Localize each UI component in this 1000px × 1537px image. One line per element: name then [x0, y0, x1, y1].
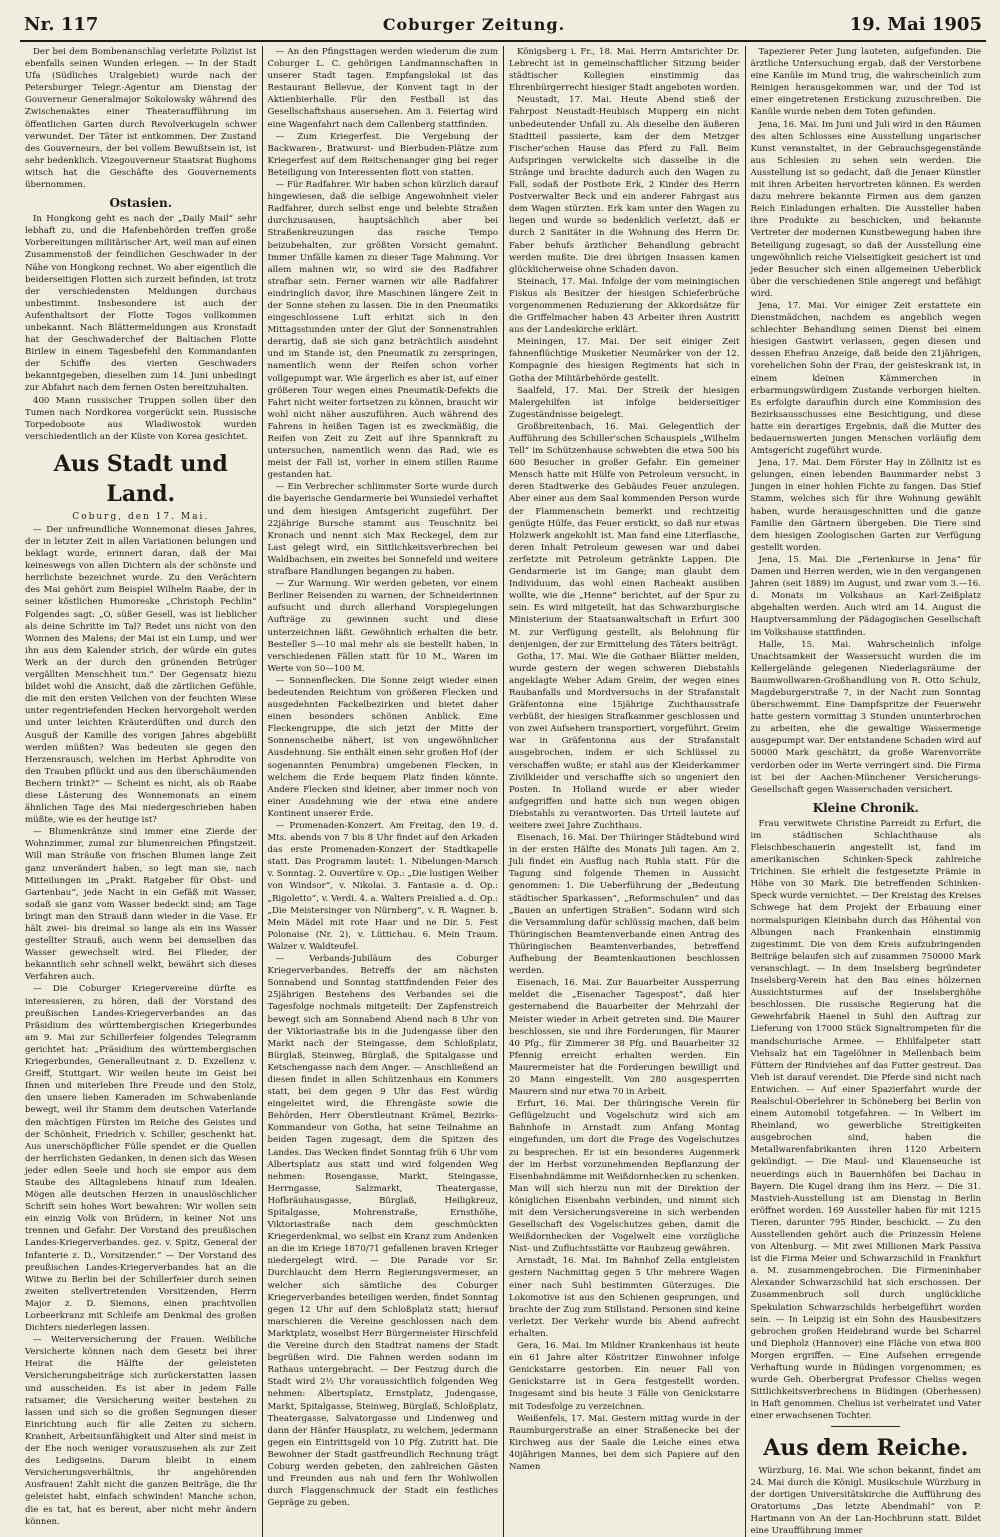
article-grossbreitenbach: Großbreitenbach, 16. Mai. Gelegentlich der Aufführung des Schiller'schen Schauspiels „Wilhelm Tell“ im Schützenhause schwebten die etwa 500 bis 600 Besucher in großer Gefahr. Ein gemeiner Mensch hatte mit Hülfe von Petroleum versucht, in deren Stadtwerke des Gebäudes Feuer anzulegen. Aber einer aus dem Saal kommenden Person wurde der Flammenschein bemerkt und rechtzeitig genügte Hülfe, das Feuer erstickt, so daß nur etwas Holzwerk angekohlt ist. Man fand eine Literflasche, deren Inhalt Petroleum gewesen war und dabei zerfetzte mit Petroleum getränkte Lappen. Die Gendarmerie ist im Gange; man glaubt dem Individuum, das wohl einen Racheakt ausüben wollte, wie die „Henne“ berichtet, auf der Spur zu sein. Es wird mitgeteilt, hat das Schwarzburgische Ministerium der Staatsanwaltschaft in Erfurt 300 M. zur Verfügung gestellt, als Belohnung für denjenigen, der zur Ermittelung des Täters beiträgt.	[509, 421, 740, 651]
article-arnstadt: Arnstadt, 16. Mai. Im Bahnhof Zella entgleisten gestern Nachmittag gegen 5 Uhr mehrere Wagen einer nach Suhl bestimmten Güterzuges. Die Lokomotive ist aus den Schienen gesprungen, und brachte der Zug zum Stillstand. Personen sind keine verletzt. Der Verkehr wurde bis Abend aufrecht erhalten.	[509, 1255, 740, 1340]
article-warnung: — Zur Warnung. Wir werden gebeten, vor einem Berliner Reisenden zu warnen, der Schneiderinnen aufsucht und durch allerhand Vorspiegelungen Aufträge zu gewinnen sucht und diese unterzeichnen läßt. Gewöhnlich erhalten die betr. Besteller 5—10 mal mehr als sie bestellt haben, in verschiedenen Fällen statt für 10 M., Waren im Werte von 50—100 M.	[268, 578, 499, 675]
article-pfingsttage: — An den Pfingsttagen werden wiederum die zum Coburger L. C. gehörigen Landmannschaften in unserer Stadt tagen. Empfangslokal ist das Restaurant Bellevue, der Konvent tagt in der Aktienbierhalle. Für den Festball ist das Gesellschaftshaus ausersehen. Am 3. Feiertag wird eine Wagenfahrt nach dem Callenberg stattfinden.	[268, 46, 499, 131]
column-3	[503, 46, 745, 1537]
article-verbrecher: — Ein Verbrecher schlimmster Sorte wurde durch die bayerische Gendarmerie bei Wunsiedel verhaftet und dem hiesigen Amtsgericht zugeführt. Der 22jährige Bursche stammt aus Teuschnitz bei Kronach und nennt sich Max Reckegel, dem zur Last gelegt wird, ein Sittlichkeitsverbrechen bei Waldbachsen, ein zweites bei Sonnefeld und weitere strafbare Handlungen begangen zu haben.	[268, 481, 499, 578]
article-eisenach-staedtebund: Eisenach, 16. Mai. Der Thüringer Städtebund wird in der ersten Hälfte des Monats Juli tagen. Am 2. Juli findet ein Ausflug nach Ruhla statt. Für die Tagung sind folgende Themen in Aussicht genommen: 1. Die Ueberführung der „Bedeutung städtischer Sparkassen“, „Reformschulen“ und das „Bauen an unfertigen Straßen“. Sodann wird sich die Versammlung dafür schlüssig machen, daß beim Thüringischen Beamtenverbande einen Antrag des Thüringischen Beamtenverbandes, betreffend Aufhebung der Beamtenkautionen beschlossen werden.	[509, 832, 740, 977]
column-4	[745, 46, 987, 1537]
article-erfurt: Erfurt, 16. Mai. Der thüringische Verein für Geflügelzucht und Vogelschutz wird sich am Bahnhofe in Arnstadt zum Anfang Montag eingefunden, um dort die Frage des Vogelschutzes zu besprechen. Er ist ein besonderes Augenmerk der im Herbst vorzunehmenden Bepflanzung der Eisenbahndämme mit Weißdornhecken zu schenken. Man will sich hierzu nun mit der Direktion der königlichen Eisenbahn verbinden, und nimmt sich mit dem Versicherungsvereine in sich werbenden Gesellschaft des Vogelschutzes geben, damit die Weißdornhecken der Vogelwelt eine vorzügliche Nist- und Zufluchtsstätte vor Raubzeug gewähren.	[509, 1098, 740, 1255]
section-heading-stadt-land: Aus Stadt und Land.	[25, 449, 257, 509]
article-neustadt: Neustadt, 17. Mai. Heute Abend stieß der Fahrpost Neustadt-Heubisch Mupperg ein nicht unbedeutender Unfall zu. Als dieselbe den äußeren Stadtteil passierte, kam der dem Metzger Fischer'schen Hause das Pferd zu Fall. Beim Aufspringen verwickelte sich dasselbe in die Stränge und brachte dadurch auch den Wagen zu Fall, sodaß der Postbote Erk, 2 Kinder des Herrn Postverwalter Beck und ein anderer Fahrgast aus dem Wagen stürzten. Erk kam unter den Wagen zu liegen und wurde so bedenklich verletzt, daß er durch 2 Sanitäter in die Wohnung des Herrn Dr. Faber behufs ärztlicher Behandlung gebracht werden mußte. Die drei übrigen Insassen kamen glücklicherweise ohne Schaden davon.	[509, 94, 740, 275]
article-blumenkraenze: — Blumenkränze sind immer eine Zierde der Wohnzimmer, zumal zur blumenreichen Pfingstzeit. Will man Sträuße von frischen Blumen lange Zeit ganz unverändert haben, so legt man sie, nach Mitteilungen im „Prakt. Ratgeber für Obst- und Gartenbau“, jede Nacht in ein Gefäß mit Wasser, sodaß sie ganz vom Wasser bedeckt sind; am Tage bringt man den Strauß dann wieder in die Vase. Er hält zwei- bis dreimal so lange als ein ins Wasser gestellter Strauß, auch wenn bei demselben das Wasser gewechselt wird. Bei Flieder, der bekanntlich sehr schnell welkt, bewährt sich dieses Verfahren auch.	[25, 826, 257, 983]
article-kriegerfest: — Zum Kriegerfest. Die Vergebung der Backwaren-, Bratwurst- und Bierbuden-Plätze zum Kriegerfest auf dem Reitschenanger ging bei reger Beteiligung von Interessenten flott von statten.	[268, 131, 499, 179]
article-verbandsjubilaeum: — Verbands-Jubiläum des Coburger Kriegerverbandes. Betreffs der am nächsten Sonnabend und Sonntag stattfindenden Feier des 25jährigen Bestehens des Verbandes sei die Tagesfolge nochmals mitgeteilt: Der Zapfenstreich bewegt sich am Sonnabend Abend nach 8 Uhr von der Viktoriastraße bis in die Judengasse über den Markt nach der Steingasse, dem Schloßplatz, Bürglaß, Steinweg, Bürglaß, die Spitalgasse und Ketschengasse nach dem Anger. — Anschließend an diesen findet in allen Schützenhaus ein Kommers statt, bei dem gegen 9 Uhr das Fest würdig eingeleitet wird, die Ehrengäste sowie die Behörden, Herr Oberstleutnant Krämel, Bezirks-Kommandeur von Gotha, hat seine Teilnahme an beiden Tagen zugesagt, dem die Spitzen des Landes. Das Wecken findet Sonntag früh 6 Uhr vom Albertsplatz aus statt und wird folgenden Weg nehmen: Rosengasse, Markt, Steingasse, Herrngasse, Salzmarkt, Theatergasse, Hofbräuhausgasse, Bürglaß, Heiligkreuz, Spitalgasse, Mohrenstraße, Ernsthöhe, Viktoriastraße nach dem geschmückten Kriegerdenkmal, wo selbst ein Kranz zum Andenken an die im Kriege 1870/71 gefallenen braven Krieger niedergelegt wird. — Die Parade vor Sr. Durchlaucht dem Herrn Regierungsvermeser, an welcher sich sämtliche des Coburger Kriegerverbandes beteiligen werden, findet Sonntag gegen 12 Uhr auf dem Schloßplatz statt; hierauf marschieren die Vereine geschlossen nach dem Marktplatz, woselbst Herr Bürgermeister Hirschfeld die Vereine durch den Stadtrat namens der Stadt begrüßen wird. Die Fahnen werden sodann im Rathaus untergebracht. — Der Festzug durch die Stadt wird 2½ Uhr voraussichtlich folgenden Weg nehmen: Albertsplatz, Ernstplatz, Judengasse, Markt, Spitalgasse, Steinweg, Bürglaß, Schloßplatz, Theatergasse, Salvatorgasse und Lindenweg und dann der Hänfer Hausplatz, zu welchem, jedermann gegen ein Eintrittsgeld von 10 Pfg. Zutritt hat. Die Bewohner der Stadt gastfreundlich Rechnung trägt Coburg werden gebeten, den zahlreichen Gästen und Freunden aus nah und fern Ihr Wohlwollen durch Flaggenschmuck der Stadt ein festliches Gepräge zu geben.	[268, 953, 499, 1509]
article-wonnemonat: — Der unfreundliche Wonnemonat dieses Jahres, der in letzter Zeit in allen Variationen belungen und beklagt wurde, erinnert daran, daß der Mai keineswegs von allen Dichtern als der schönste und herrlichste bezeichnet wurde. Zu den Verächtern des Mai gehört zum Beispiel Wilhelm Raabe, der in seiner köstlichen Humoreske „Christoph Pechlin“ Folgendes sagt: „O, süßer Gesell, was ist lieblicher als deine Schritte im Tal? Redet uns nicht von den Wonnen des Malens; der Mai ist ein Lump, und wer ihn aus dem Kalender strich, der würde ein gutes Werk an der durch den grünenden Betrüger vergällten Menschheit tun.“ Der Gegensatz hiezu bildet wohl die Ansicht, daß die zärtlichen Gefühle, die mit den ersten Veilchen von der feuchten Wiese unter regentriefenden Hecken hervorgeholt werden und unter leichten Kräuterdüften und durch den Ausguß der Kamille des vorigen Jahres abgebüßt werden müßten? Was bedeuten sie gegen den Herzensrausch, welchen im Herbst Aphrodite von den Trauben pflückt und aus den überschäumenden Bechern trinkt?“ — Scheint es nicht, als ob Raabe diese Lästerung des Wonnemonats an einem ähnlichen Tage des Mai niedergeschrieben haben müßte, wie es der heutige ist?	[25, 524, 257, 826]
dateline-coburg: Coburg, den 17. Mai.	[25, 511, 257, 524]
article-jena-ferienkurse: Jena, 15. Mai. Die „Ferienkurse in Jena“ für Damen und Herren werden, wie in den vergangenen Jahren (seit 1889) im August, und zwar vom 3.—16. d. Monats im Volkshaus an Karl-Zeißplatz abgehalten werden. Auch wird am 14. August die Hauptversammlung der Pädagogischen Gesellschaft im Volkshause stattfinden.	[751, 554, 982, 639]
masthead	[20, 14, 986, 42]
issue-number: Nr. 117	[24, 14, 98, 35]
article-ufa: Der bei dem Bombenanschlag verletzte Polizist ist ebenfalls seinen Wunden erlegen. — In der Stadt Ufa (Südliches Uralgebiet) wurde nach der Petersburger Telegr.-Agentur am Dienstag der Gouverneur Generalmajor Sokolowsky während des Zwischenaktes einer Theateraufführung im öffentlichen Garten durch Revolverkugeln schwer verwundet. Der Täter ist entkommen. Der Zustand des Gouverneurs, der bei vollem Bewußtsein ist, ist sehr bedenklich. Vizegouverneur Staatsrat Bughoms witsch hat die Geschäfte des Gouvernements übernommen.	[25, 46, 257, 191]
article-weissenfels: Weißenfels, 17. Mai. Gestern mittag wurde in der Raumburgerstraße an einer Straßenecke bei der Kirchweg aus der Saale die Leiche eines etwa 40jährigen Mannes, bei dem sich Papiere auf den Namen	[509, 1413, 740, 1473]
article-promenadenkonzert: — Promenaden-Konzert. Am Freitag, den 19. d. Mts. abends von 7 bis 8 Uhr findet auf den Arkaden das erste Promenaden-Konzert der Stadtkapelle statt. Das Programm lautet: 1. Nibelungen-Marsch v. Sonntag. 2. Ouvertüre v. Op.: „Die lustigen Weiber von Windsor“, v. Nikolai. 3. Fantasie a. d. Op.: „Rigoletto“, v. Verdi. 4. a. Walters Preislied a. d. Op.: „Die Meistersinger von Nürnberg“, v. R. Wagner. b. Mein Mädel mit rote Haar und ne Dir. 5. Fest Polonaise (Nr. 2), v. Lüttichau. 6. Mein Traum. Walzer v. Waldteufel.	[268, 820, 499, 953]
divider	[831, 1426, 900, 1427]
text-columns	[20, 46, 986, 1456]
article-jena-ausstellung: Jena, 16. Mai. Im Juni und Juli wird in den Räumen des alten Schlosses eine Ausstellung ungarischer Kunst veranstaltet, in der Gebrauchsgegenstände aus Schlesien zu sehen sein werden. Die Ausstellung ist so gedacht, daß die Jenaer Künstler mit ihren Arbeiten hervortreten können. Es werden dazu mehrere bekannte Firmen aus dem ganzen Reich Einladungen erhalten. Die Aussteller haben ihre Produkte zu beschicken, und bekannte Vertreter der modernen Kunstbewegung haben ihre Beteiligung zugesagt, so daß der Ausstellung eine ungewöhnlich reiche Vielseitigkeit gesichert ist und jeder Besucher sich einen allgemeinen Ueberblick über die verschiedenen Stile angeregt und befähigt wird.	[751, 119, 982, 300]
article-meiningen: Meiningen, 17. Mai. Der seit einiger Zeit fahnenflüchtige Musketier Neumärker von der 12. Kompagnie des hiesigen Regiments hat sich in Gotha der Militärbehörde gestellt.	[509, 336, 740, 384]
article-sonnenflecken: — Sonnenflecken. Die Sonne zeigt wieder einen bedeutenden Reichtum von größeren Flecken und ausgedehnten Fackelbezirken und bietet daher einen besonders schönen Anblick. Eine Fleckengruppe, die sich jetzt der Mitte der Sonnenscheibe nähert, ist von ungewöhnlicher Ausdehnung. Sie enthält einen sehr großen Hof (der sogenannten Penumbra) umgebenen Flecken, in welchem die Erde bequem Platz finden könnte. Andere Flecken sind kleiner, aber immer noch von einer Ausdehnung wie der etwa eine andere Kontinent unserer Erde.	[268, 675, 499, 820]
article-halle: Halle, 15. Mai. Wahrscheinlich infolge Unachtsamkeit der Wassersucht wurden die im Kellergelände gelegenen Niederlagsräume der Baumwollwaren-Großhandlung von R. Otto Schulz, Magdeburgerstraße 7, in der Nacht zum Sonntag überschwemmt. Eine Dampfspritze der Feuerwehr hatte gestern vormittag 3 Stunden ununterbrochen zu arbeiten, ehe die gewaltige Wassermenge ausgepumpt war. Der entstandene Schaden wird auf 50000 Mark geschätzt, da große Warenvorräte verdorben oder im Werte verringert sind. Die Firma ist bei der Aachen-Münchener Versicherungs-Gesellschaft gegen Wasserschaden versichert.	[751, 639, 982, 796]
section-heading-ostasien: Ostasien.	[25, 195, 257, 211]
section-heading-kleine-chronik: Kleine Chronik.	[751, 800, 982, 816]
article-wuerzburg: Würzburg, 16. Mai. Wie schon bekannt, findet am 24. Mai durch die Königl. Musikschule Würzburg in der dortigen Universitätskirche die Aufführung des Oratoriums „Das letzte Abendmahl“ von P. Hartmann von An der Lan-Hochbrunn statt. Bildet eine Uraufführung immer	[751, 1465, 982, 1537]
article-steinach: Steinach, 17. Mai. Infolge der vom meiningischen Fiskus als Besitzer der hiesigen Schieferbrüche vorgenommenen Reduzierung der Akkordsätze für die Griffelmacher haben 43 Arbeiter ihren Austritt aus der Landeskirche erklärt.	[509, 276, 740, 336]
issue-date: 19. Mai 1905	[850, 14, 982, 35]
section-heading-aus-dem-reiche: Aus dem Reiche.	[751, 1433, 982, 1463]
article-kleine-chronik: Frau verwitwete Christine Parreidt zu Erfurt, die im städtischen Schlachthause als Fleischbeschauerin angestellt ist, fand im amerikanischen Schinken-Speck zahlreiche Trichinen. Sie erhielt die festgesetzte Prämie in Höhe von 30 Mark. Die betreffenden Schinken-Speck wurde vernichtet. — Der Kreistag des Kreises Schwege hat dem Projekt der Erbauung einer normalspurigen Kleinbahn durch das Höhental von Albungen nach Frankenhain einstimmig zugestimmt. Die von dem Kreis aufzubringenden Beiträge belaufen sich auf zusammen 750000 Mark veranschlagt. — In dem Inselsberg begründeter Inselsberg-Verein hat den Bau eines hölzernen Aussichtsturmes auf der Inselsberghöhe beschlossen. Die russische Regierung hat die Gewehrfabrik Haenel in Suhl den Auftrag zur Lieferung von 17000 Stück Signaltrompeten für die mandschurische Armee. — Ehlilfalpeter statt Viehsalz hat ein Tagelöhner in Mellenbach beim Füttern der Rindviehes auf das Futter gestreut. Das Vieh ist darauf verendet. Die Pferde sind nicht nach Entwichen. — Auf einer Spazierfahrt wurde der Realschul-Oberlehrer in Schöneberg bei Berlin von einem Automobil totgefahren. — In Velbert im Rheinland, wo gewerbliche Streitigkeiten ausgebrochen sind, haben die Metallwarenfabrikanten ihren 1120 Arbeitern gekündigt. — Die Maul- und Klauenseuche ist neuerdings auch in Bauernhöfen bei Dachau in Bayern. Die Kugel drang ihm ins Herz. — Die 31. Mastvieh-Ausstellung ist am Dienstag in Berlin eröffnet worden. 169 Aussteller haben für mit 1215 Tieren, darunter 795 Rinder, beschickt. — Zu den Ausstellenden gehört auch die Prinzessin Helene von Altenburg. — Mit zwei Millionen Mark Passiva ist die Firma Meier und Schwarzschild in Frankfurt a. M. zusammengebrochen. Die Firmeninhaber Alexander Schwarzschild hat sich erschossen. Der Zusammenbruch soll durch unglückliche Spekulation Schwarzschilds herbeigeführt worden sein. — In Leipzig ist ein Sohn des Hausbesitzers gebrochen großen Heidebrand wurde bei Scharrel und Diepholz (Hannover) eine Fläche von etwa 800 Morgen ergriffen. — Eine Aufsehen erregende Verhaftung wurde in Büdingen vorgenommen; es wurde Geh. Oberbergrat Professor Cheliss wegen Sittlichkeitsverbrechens in Büdingen (Oberhessen) in Haft genommen. Chelius ist verheiratet und Vater einer erwachsenen Tochter.	[751, 818, 982, 1423]
article-saalfeld: Saalfeld, 17. Mai. Der Streik der hiesigen Malergehilfen ist infolge beiderseitiger Zugeständnisse beigelegt.	[509, 385, 740, 421]
article-hongkong: In Hongkong geht es nach der „Daily Mail“ sehr lebhaft zu, und die Hafenbehörden treffen große Vorbereitungen militärischer Art, weil man auf einen Zusammenstoß der feindlichen Geschwader in der Nähe von Hongkong rechnet. Wo aber eigentlich die beiderseitigen Flotten sich zurzeit befinden, ist trotz der verschiedensten Meldungen durchaus unbestimmt. Insbesondere ist auch der Aufenthaltsort der Flotte Togos vollkommen unbekannt. Nach Blättermeldungen aus Kronstadt hat der Geschwaderchef der Baltischen Flotte Birilew in einem Tagesbefehl den Kommandanten der Schiffe des vierten Geschwaders bekanntgegeben, dieselben zum 14. Juni unbedingt zur Abfahrt nach dem fernen Osten bereitzuhalten.	[25, 213, 257, 394]
column-2	[262, 46, 504, 1537]
article-jena-dienstmaedchen: Jena, 17. Mai. Vor einiger Zeit erstattete ein Dienstmädchen, nachdem es angeblich wegen schlechter Behandlung seinen Dienst bei einem hiesigen Gastwirt verlassen, gegen diesen und dessen Ehefrau Anzeige, daß beide den 21jährigen, vorehelichen Sohn der Frau, der geisteskrank ist, in einem kleinen Kämmerchen in erbarmungswürdigem Zustande verborgen hielten. Es erfolgte daraufhin durch eine Kommission des Bezirksausschusses eine Besichtigung, und diese hatte ein derartiges Ergebnis, daß die Mutter des bedauernswerten jungen Menschen vorläufig dem Amtsgericht zugeführt wurde.	[751, 300, 982, 457]
article-jena-baummarder: Jena, 17. Mai. Dem Förster Hay in Zöllnitz ist es gelungen, einen lebenden Baummarder nebst 3 Jungen in einer hohlen Fichte zu fangen. Das Stief Stamm, welches sich für ihre Wohnung gewählt haben, wurde herausgeschnitten und die ganze Familie den Gärtnern übergeben. Die Tiere sind dem hiesigen Zoologischen Garten zur Verfügung gestellt worden.	[751, 457, 982, 554]
article-weissenfels-cont: Tapezierer Peter Jung lauteten, aufgefunden. Die ärztliche Untersuchung ergab, daß der Verstorbene eine Kanüle im Mund trug, die wahrscheinlich zum Reinigen herausgekommen war, und der Tod ist einer eingetretenen Erstickung zuzuschreiben. Die Kanüle wurde neben dem Toten gefunden.	[751, 46, 982, 119]
article-eisenach-bauarbeiter: Eisenach, 16. Mai. Zur Bauarbeiter Aussperrung meldet die „Eisenacher Tagespost“, daß hier gesternabend die Bauarbeiter der Mehrzahl der Meister wieder in Arbeit getreten sind. Die Maurer beschlossen, sie und ihre Forderungen, für Maurer 40 Pfg., für Zimmerer 38 Pfg. und Bauarbeiter 32 Pfennig erreicht erhalten werden. Ein Maurermeister hat die Forderungen bewilligt und 20 Mann eingestellt. Von 280 ausgesperrten Maurern sind nur etwa 70 in Arbeit.	[509, 977, 740, 1098]
article-koenigsberg: Königsberg i. Fr., 18. Mai. Herrn Amtsrichter Dr. Lebrecht ist in gemeinschaftlicher Sitzung beider städtischer Kollegien einstimmig das Ehrenbürgerrecht hiesiger Stadt angeboten worden.	[509, 46, 740, 94]
column-1	[20, 46, 262, 1537]
article-weiterversicherung: — Weiterversicherung der Frauen. Weibliche Versicherte können nach dem Gesetz bei ihrer Heirat die Hälfte der geleisteten Versicherungsbeiträge sich zurückerstatten lassen und ausscheiden. Es ist aber in jedem Falle ratsamer, die Versicherung weiter bestehen zu lassen und sich so die großen Segnungen dieser Einrichtung auch für alle Zeiten zu sichern. Kranheit, Arbeitsunfähigkeit und Alter sind meist in der Ehe noch weniger vorauszusehen als zur Zeit des Ledigseins. Darum bleibt in einem Versicherungsverhältnis, ihr angehörenden Ausfrauen! Zahlt nicht die ganzen Beiträge, die Ihr geleistet habt, einfach schwinden! Manche schon, die es tat, hat es bereut, aber nicht mehr ändern können.	[25, 1334, 257, 1528]
article-gera: Gera, 16. Mai. Im Mildner Krankenhaus ist heute ein 61 Jahre alter Köstritzer Einwohner infolge Genickstarre gestorben. Ein neuer Fall von Genickstarre ist in Gera festgestellt worden. Insgesamt sind bis heute 3 Fälle von Genickstarre mit Todesfolge zu verzeichnen.	[509, 1340, 740, 1413]
article-tumen: 400 Mann russischer Truppen sollen über den Tumen nach Nordkorea vorgerückt sein. Russische Torpedoboote aus Wladiwostok wurden verschiedentlich an der Küste von Korea gesichtet.	[25, 395, 257, 443]
article-radfahrer: — Für Radfahrer. Wir haben schon kürzlich darauf hingewiesen, daß die selbige Angewohnheit vieler Radfahrer, durch selbst enge und belebte Straßen durchzusausen, hauptsächlich aber bei Straßenkreuzungen das rasche Tempo beizubehalten, zur größten Vorsicht gemahnt. Immer Unfälle kamen zu dieser Tage Mahnung. Vor allem mahnen wir, so wird sie des Radfahrer strafbar sein. Ferner warnen wir alle Radfahrer eindringlich davor, ihre Maschinen längere Zeit in der Sonne stehen zu lassen. Die in den Pneumatiks eingeschlossene Luft erhitzt sich in den Mittagsstunden unter der Glut der Sonnenstrahlen derartig, daß sie sich ganz beträchtlich ausdehnt und im Stande ist, den Pneumatik zu zerspringen, namentlich wenn der Reifen schon vorher vollgepumpt war. Wie ärgerlich es aber ist, auf einer größeren Tour wegen eines Pneumatik-Defekts die Fahrt nicht weiter fortsetzen zu können, braucht wir wohl nicht näher auszuführen. Auch während des Fahrens in heißen Tagen ist es zweckmäßig, die Reifen von Zeit zu Zeit auf ihre Spannkraft zu untersuchen, namentlich wenn das Rad, wie es meist der Fall ist, vorher in einem stillen Raume gestanden hat.	[268, 179, 499, 481]
article-gotha: Gotha, 17. Mai. Wie die Gothaer Blätter melden, wurde gestern der wegen schweren Diebstahls angeklagte Weber Adam Greim, der wegen eines Raubanfalls und Mordversuchs in der Strafanstalt Gräfentonna eine 15jährige Zuchthausstrafe verbüßt, der hiesigen Strafkammer geschlossen und von zwei Aufsehern transportiert, vorgeführt. Greim war in Gräfentonna aus der Strafanstalt ausgebrochen, indem er sich Schlüssel zu verschaffen wußte; er stahl aus der Kleiderkammer Zivilkleider und verschaffte sich so ungeniert den Posten. In Holland wurde er aber wieder aufgegriffen und hatte sich nun wegen obigen Diebstahls zu verantworten. Das Urteil lautete auf weitere zwei Jahre Zuchthaus.	[509, 651, 740, 832]
article-kriegervereine: — Die Coburger Kriegervereine dürfte es interessieren, zu hören, daß der Vorstand des preußischen Landes-Kriegerverbandes an das Präsidium des württembergischen Kriegerbundes am 9. Mai zur Schillerfeier folgendes Telegramm gerichtet hat: „Präsidium des württembergischen Kriegerbundes, Generalleutnant z. D. Exzellenz v. Greiff, Stuttgart. Wir weilen heute im Geist bei Ihnen und miterleben Ihre Freude und den Stolz, den unsere lieben Kameraden im Schwabenlande bewegt, weil ihr Stamm dem deutschen Vaterlande den mächtigen Fürsten im Reiche des Geistes und der Schönheit, Friedrich v. Schiller, geschenkt hat. Aus unerschöpflicher Fülle spendet er die Quellen der herrlichsten Gedanken, in denen sich das Wesen jeder edlen Seele und hoch sie empor aus dem Staube des Alltagslebens hinauf zum Idealen. Mögen alle deutschen Herzen in unauslöschlicher Schrift sein hohes Wort bewahren: Wir wollen sein ein einzig Volk von Brüdern, in keiner Not uns trennen und Gefahr. Der Vorstand des preußischen Landes-Kriegerverbandes. gez. v. Spitz, General der Infanterie z. D., Vorsitzender.“ — Der Vorstand des preußischen Landes-Kriegerverbandes hat an die Witwe zu Berlin bei der Schillerfeier durch seinen zweiten stellvertretenden Vorsitzenden, Herrn Major z. D. Siemons, einen prachtvollen Lorbeerkranz mit Schleife am Denkmal des großen Dichters niederlegen lassen.	[25, 983, 257, 1334]
paper-title: Coburger Zeitung.	[383, 15, 565, 34]
